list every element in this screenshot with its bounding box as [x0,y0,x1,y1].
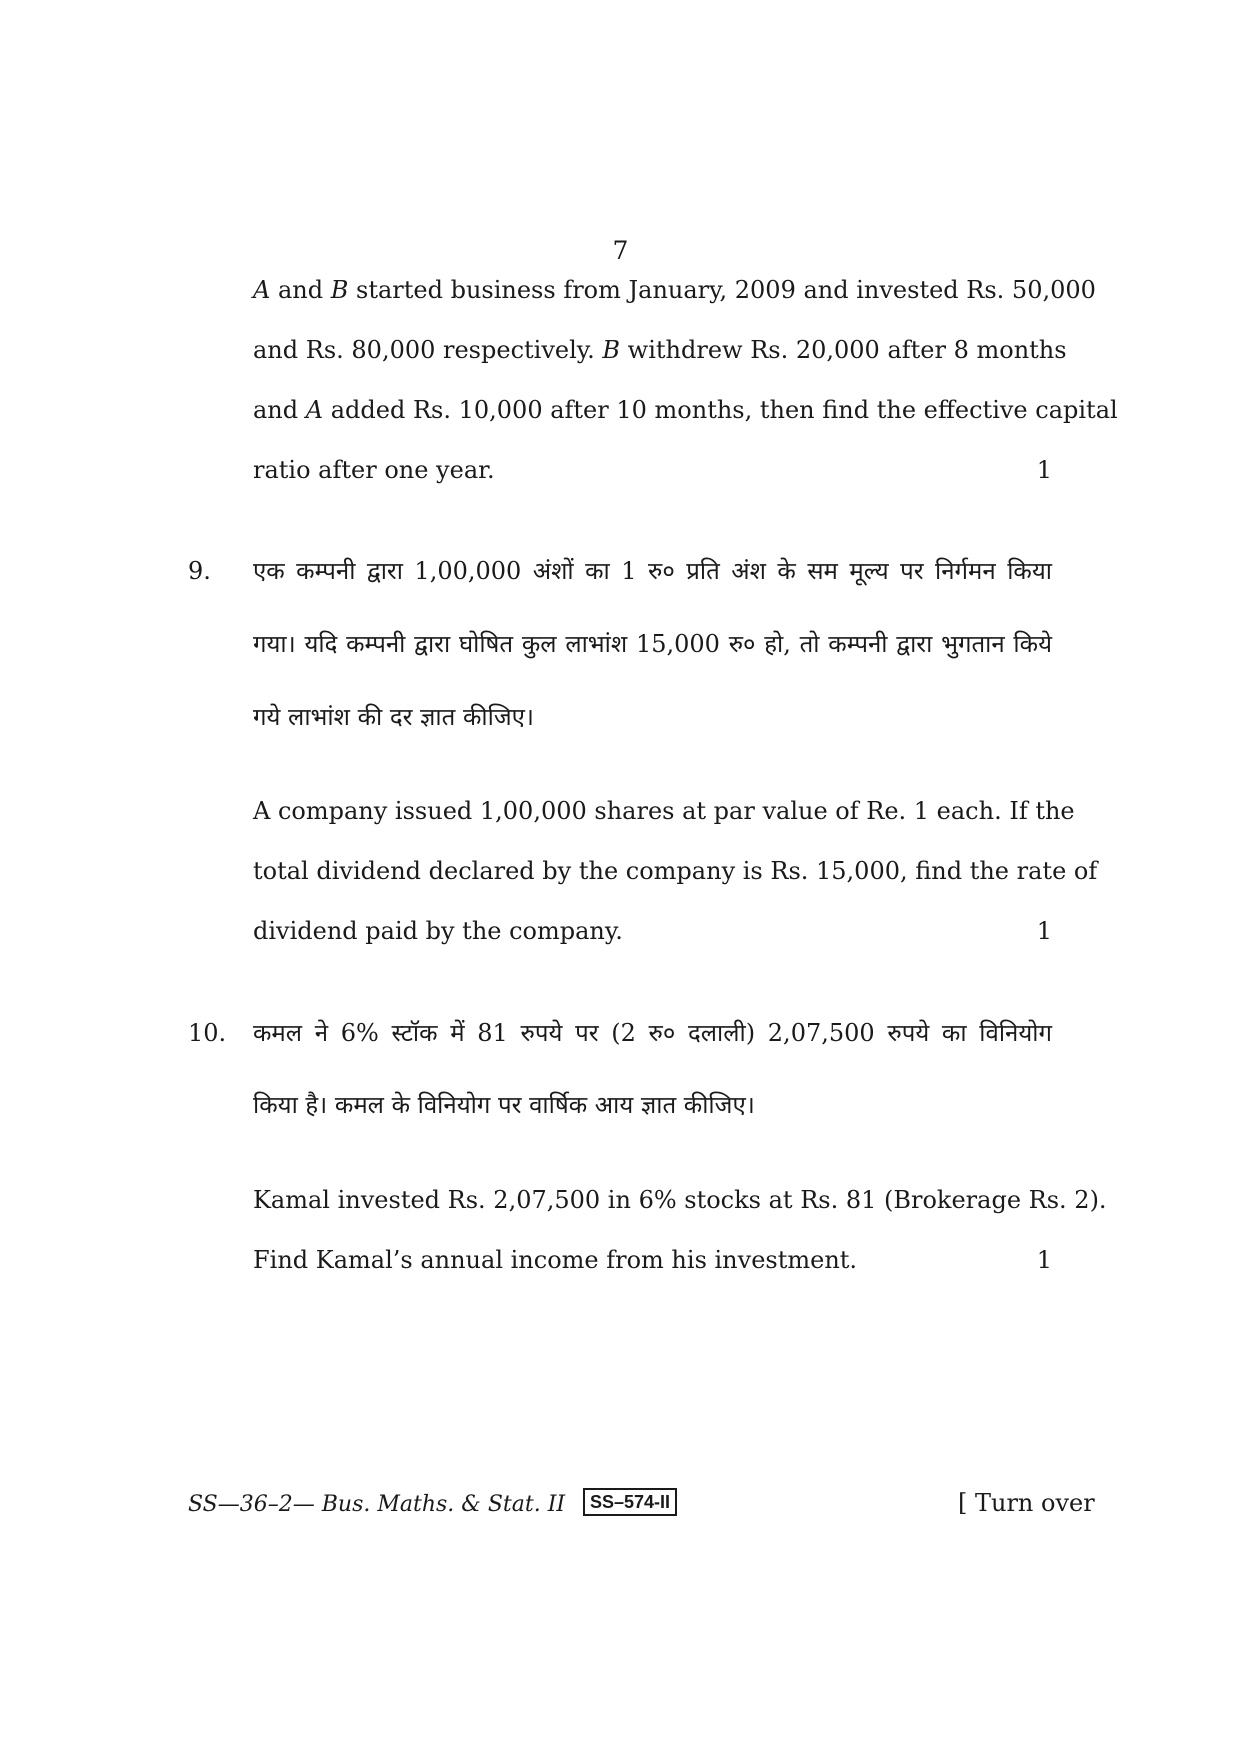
q9-hindi-line-1: एक कम्पनी द्वारा 1,00,000 अंशों का 1 रु० प्रति अंश के सम मूल्य पर निर्गमन किया [253,557,1052,585]
q8-english-line-4: ratio after one year. [253,456,495,484]
q8-english-line-2: and Rs. 80,000 respectively. B withdrew Rs. 20,000 after 8 months [253,336,1067,364]
q8-english-line-1: A and B started business from January, 2009 and invested Rs. 50,000 [253,276,1096,304]
q10-english-line-1: Kamal invested Rs. 2,07,500 in 6% stocks at Rs. 81 (Brokerage Rs. 2). [253,1186,1107,1214]
q9-hindi-line-3: गये लाभांश की दर ज्ञात कीजिए। [253,703,534,731]
q9-english-line-3: dividend paid by the company. [253,917,623,945]
q9-marks: 1 [1036,917,1052,945]
footer-subject: SS—36–2— Bus. Maths. & Stat. II [188,1492,566,1517]
q8-var-b: B [330,276,349,304]
q8-var-a-2: A [305,396,324,424]
footer-paper-code: SS–574-II [583,1488,677,1516]
q8-english-line-3: and A added Rs. 10,000 after 10 months, then find the effective capital [253,396,1118,424]
q9-number: 9. [188,557,211,585]
q10-hindi-line-2: किया है। कमल के विनियोग पर वार्षिक आय ज्ञात कीजिए। [253,1091,755,1119]
q9-english-line-1: A company issued 1,00,000 shares at par value of Re. 1 each. If the [253,797,1075,825]
q8-var-b-2: B [602,336,621,364]
page-number: 7 [612,236,629,265]
q10-number: 10. [188,1019,227,1047]
q10-marks: 1 [1036,1246,1052,1274]
q8-marks: 1 [1036,456,1052,484]
q8-var-a: A [253,276,271,304]
q9-hindi-line-2: गया। यदि कम्पनी द्वारा घोषित कुल लाभांश 15,000 रु० हो, तो कम्पनी द्वारा भुगतान किये [253,630,1052,658]
q10-hindi-line-1: कमल ने 6% स्टॉक में 81 रुपये पर (2 रु० दलाली) 2,07,500 रुपये का विनियोग [253,1019,1052,1047]
q10-english-line-2: Find Kamal’s annual income from his investment. [253,1246,858,1274]
footer-turn-over: [ Turn over [958,1489,1095,1517]
q9-english-line-2: total dividend declared by the company is Rs. 15,000, find the rate of [253,857,1098,885]
